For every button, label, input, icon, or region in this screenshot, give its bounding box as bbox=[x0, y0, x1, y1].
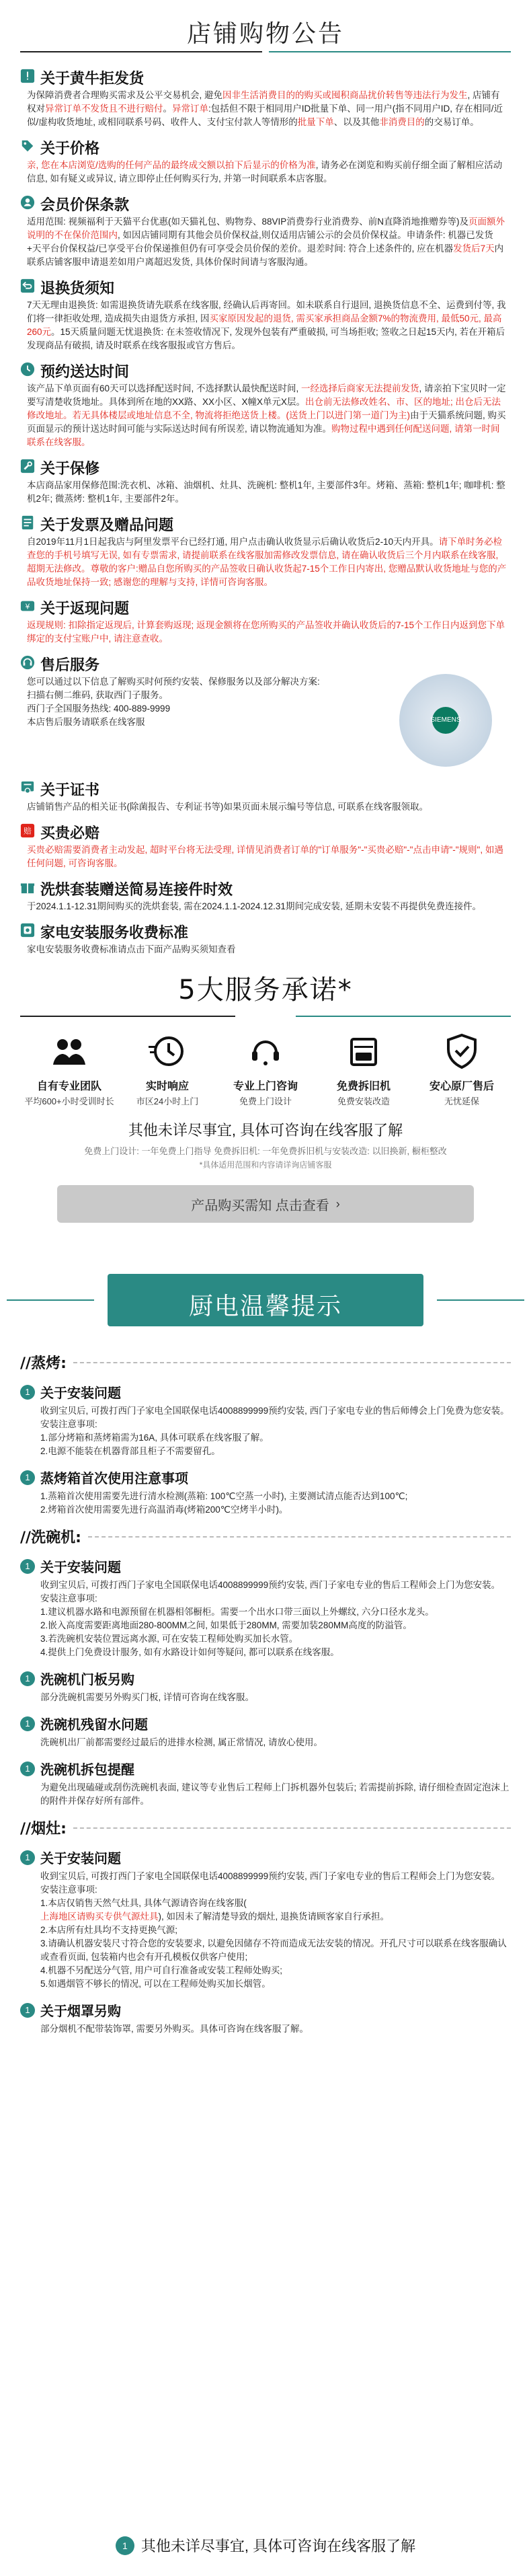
notice-text: 7天无理由退换货: 如需退换货请先联系在线客服, 经确认后再寄回。如未联系自行退回, 退换货信息不全、运费到付等, 我们将一律拒收处理, 造成损失由退货方承担, 因 bbox=[27, 300, 506, 324]
svg-text:赔: 赔 bbox=[24, 826, 32, 836]
notice-body bbox=[20, 382, 511, 449]
notice-body bbox=[20, 89, 511, 129]
purchase-faq-label: 产品购买需知 点击查看 bbox=[191, 1198, 329, 1213]
service-promise-name: 专业上门咨询 bbox=[233, 1081, 298, 1092]
tip-head bbox=[20, 1382, 511, 1402]
tip-head bbox=[20, 2000, 511, 2020]
tip-title: 蒸烤箱首次使用注意事项 bbox=[40, 1470, 188, 1486]
notice-block bbox=[0, 596, 531, 646]
tip-title: 洗碗机拆包提醒 bbox=[40, 1761, 134, 1778]
notice-text: 内联系店铺客服申请退差如用户离超迟发货, 具体价保时间请与客服沟通。 bbox=[27, 243, 504, 267]
notice-head bbox=[20, 136, 511, 159]
notice-block bbox=[0, 778, 531, 814]
tip-category bbox=[20, 1526, 511, 1547]
tip-text: 收到宝贝后, 可拨打西门子家电全国联保电话4008899999预约安装, 西门子家电专业的售后工程师会上门为您安装。 bbox=[40, 1871, 501, 1881]
tip-text: 安装注意事项: bbox=[40, 1885, 97, 1895]
tip-text: ), 如因未了解清楚导致的烟灶, 退换货请顾客家自行承担。 bbox=[158, 1911, 389, 1922]
tip-block bbox=[20, 1714, 511, 1749]
service-promise-section bbox=[0, 969, 531, 1223]
remove-icon bbox=[315, 1032, 413, 1073]
gift-icon bbox=[20, 880, 40, 898]
service-promise-name: 免费拆旧机 bbox=[336, 1081, 391, 1092]
notice-text-highlight: 批量下单 bbox=[297, 117, 334, 127]
kitchen-tips-title: 厨电温馨提示 bbox=[188, 1293, 342, 1320]
tip-category-rule bbox=[88, 1536, 511, 1538]
notice-head bbox=[20, 778, 511, 800]
notice-text: , 如因店铺同期有其他会员价保权益,则仅适用店铺公示的会员价保权益。 bbox=[118, 230, 407, 240]
notice-text: 。 bbox=[51, 327, 60, 337]
purchase-faq-button[interactable] bbox=[57, 1185, 474, 1223]
notice-text-highlight: 页面额外说明的不在保价范围内 bbox=[27, 217, 505, 240]
tip-text: 2.本店所有灶具均不支持更换气源; bbox=[40, 1925, 178, 1935]
service-promise-item bbox=[21, 1032, 118, 1107]
tip-body bbox=[20, 1404, 511, 1458]
tip-body bbox=[20, 1870, 511, 1991]
notice-text: 的交易订单。 bbox=[424, 117, 479, 127]
service-promise-desc: 免费上门设计 bbox=[239, 1096, 292, 1106]
notice-title: 关于价格 bbox=[40, 140, 100, 157]
notice-block bbox=[0, 276, 531, 352]
notice-body bbox=[20, 535, 511, 589]
notice-text: 家电安装服务收费标准请点击下面产品购买须知查看 bbox=[27, 944, 236, 954]
bullet-icon: 1 bbox=[20, 1470, 35, 1485]
service-promise-name: 自有专业团队 bbox=[36, 1081, 101, 1092]
tip-body bbox=[20, 1781, 511, 1808]
notice-text-highlight: 尊敬的客户: bbox=[90, 564, 138, 574]
tip-block bbox=[20, 1556, 511, 1659]
service-line: 本店售后服务请联系在线客服 bbox=[27, 717, 145, 727]
service-promise-name: 实时响应 bbox=[145, 1081, 189, 1092]
notice-text-highlight: 赠品自您所购买的产品签收日确认收货起7-15个工作日内寄出, 您赠品默认收货地址与您的产品收货地址保持一致; 感谢您的理解与支持, 详情可咨询客服。 bbox=[27, 564, 507, 587]
service-row bbox=[27, 675, 507, 771]
notice-body bbox=[20, 800, 511, 814]
tip-title: 关于安装问题 bbox=[40, 1559, 121, 1575]
tip-text: 1.本店仅销售天然气灶具, 具体气源请咨询在线客服( bbox=[40, 1898, 247, 1908]
certificate-icon bbox=[20, 780, 40, 798]
footer-text: 其他未详尽事宜, 具体可咨询在线客服了解 bbox=[140, 2538, 416, 2554]
notice-text-highlight: 因非生活消费目的的购买或囤积商品扰价转售等违法行为发生 bbox=[222, 90, 468, 100]
service-qr-code[interactable] bbox=[395, 670, 496, 771]
service-promise-item bbox=[315, 1032, 413, 1107]
notice-block bbox=[0, 192, 531, 269]
warning-icon bbox=[20, 69, 40, 87]
service-promise-rule bbox=[20, 1011, 511, 1022]
tip-category-rule bbox=[73, 1362, 511, 1363]
notice-head bbox=[20, 359, 511, 382]
tip-text: 2.电源不能装在机器背部且柜子不需要留孔。 bbox=[40, 1446, 220, 1456]
service-promise-desc: 平均600+小时受训时长 bbox=[24, 1096, 114, 1106]
clock-fast-icon bbox=[119, 1032, 216, 1073]
bullet-icon: 1 bbox=[20, 1671, 35, 1686]
service-promise-detail: 免费上门设计: 一年免费上门指导 免费拆旧机: 一年免费拆旧机与安装改造: 以旧换新, 橱柜整改 bbox=[84, 1146, 447, 1156]
tip-block bbox=[20, 1759, 511, 1808]
tip-text: 3.若洗碗机安装位置远离水源, 可在安装工程师处购买加长水管。 bbox=[40, 1634, 298, 1644]
notice-text-highlight: 一经选择后商家无法提前发货 bbox=[301, 383, 419, 393]
notice-text: 该产品下单页面有60天可以选择配送时间, 不选择默认最快配送时间, bbox=[27, 383, 302, 393]
notice-list bbox=[0, 66, 531, 956]
service-promise-desc: 无忧延保 bbox=[444, 1096, 479, 1106]
notice-text: 适用范围: 视频福利于天猫平台优惠(如天猫礼包、购物券、88VIP消费券行业消费券、前N直降消地推赠券等)及 bbox=[27, 217, 469, 227]
notice-text: 于2024.1.1-12.31期间购买的洗烘套装, 需在2024.1.1-2024.12.31期间完成安装, 延期未安装不再提供免费连接件。 bbox=[27, 901, 481, 911]
notice-text-highlight: 请下单时务必检查您的手机号填写无误, 如有专票需求, 请提前联系在线客服加需修改发票信息, 请在确认收货后三个月内联系在线客服, 超期无法修改。 bbox=[27, 537, 503, 574]
notice-text: 退差时间: 符合上述条件的, 应在机器 bbox=[307, 243, 454, 254]
notice-block bbox=[0, 136, 531, 186]
service-promise-list bbox=[20, 1032, 511, 1107]
service-text bbox=[27, 675, 395, 729]
tip-body bbox=[20, 1736, 511, 1749]
tip-category-label: //烟灶: bbox=[20, 1821, 67, 1838]
notice-text: 洗衣机、冰箱、油烟机、灶具、洗碗机: 整机1年, 主要部件3年。 bbox=[120, 480, 376, 490]
notice-text: 本店商品家用保修范围: bbox=[27, 480, 120, 490]
notice-title: 退换货须知 bbox=[40, 280, 115, 297]
tip-text: 2.烤箱首次使用需要先进行高温消毒(烤箱200℃空烤半小时)。 bbox=[40, 1505, 288, 1515]
bullet-icon: 1 bbox=[20, 1850, 35, 1865]
tip-category bbox=[20, 1352, 511, 1373]
tip-block bbox=[20, 1468, 511, 1517]
page-footer bbox=[0, 2535, 531, 2556]
shield-icon bbox=[413, 1032, 511, 1073]
tip-head bbox=[20, 1556, 511, 1576]
notice-text: 。 bbox=[163, 104, 172, 114]
tip-category-label: //洗碗机: bbox=[20, 1529, 81, 1546]
tip-text: 部分洗碗机需要另外购买门板, 详情可咨询在线客服。 bbox=[40, 1692, 255, 1702]
notice-title: 家电安装服务收费标准 bbox=[40, 924, 189, 942]
page-header bbox=[0, 0, 531, 59]
tip-title: 关于安装问题 bbox=[40, 1385, 121, 1401]
bullet-icon: 1 bbox=[20, 2003, 35, 2018]
wrench-icon bbox=[20, 459, 40, 477]
page-title: 店铺购物公告 bbox=[186, 20, 344, 48]
tip-block bbox=[20, 1382, 511, 1458]
notice-body bbox=[20, 843, 511, 870]
service-promise-title: 5大服务承诺* bbox=[178, 975, 353, 1006]
header-rule-left bbox=[20, 51, 262, 52]
notice-text-highlight: 非消费目的 bbox=[379, 117, 425, 127]
notice-title: 洗烘套装赠送简易连接件时效 bbox=[40, 881, 233, 899]
bullet-icon: 1 bbox=[20, 1385, 35, 1400]
service-line: 扫描右侧二维码, 获取西门子服务。 bbox=[27, 690, 169, 700]
notice-head bbox=[20, 276, 511, 299]
tip-category-rule bbox=[73, 1827, 511, 1829]
tip-block bbox=[20, 1669, 511, 1704]
bullet-icon: 1 bbox=[20, 1559, 35, 1574]
tip-body bbox=[20, 1490, 511, 1517]
notice-title: 售后服务 bbox=[40, 656, 100, 674]
notice-body bbox=[20, 943, 511, 956]
tip-text: 4.机器不另配送分气管, 用户可自行准备或安装工程师处购买; bbox=[40, 1965, 283, 1975]
kitchen-tips-list bbox=[0, 1352, 531, 2036]
notice-text-highlight: 购物过程中遇到任何配送问题, 请第一时间联系在线客服。 bbox=[27, 424, 500, 447]
notice-head bbox=[20, 877, 511, 900]
notice-text-highlight: 出仓前无法修改姓名、市、区的地址; 出仓后无法修改地址。若无具体楼层或地址信息不全, 物流将拒绝送货上楼。(送货上门以进门第一道门为主) bbox=[27, 397, 501, 420]
notice-text-highlight: 买家原因发起的退货, 需买家承担商品金额7%的物流费用, 最低50元, 最高260元 bbox=[27, 313, 502, 337]
notice-text: 为保障消费者合理购买需求及公平交易机会, 避免 bbox=[27, 90, 223, 100]
kitchen-tips-banner bbox=[0, 1255, 531, 1342]
team-icon bbox=[21, 1032, 118, 1073]
notice-block bbox=[0, 456, 531, 506]
service-line: 西门子全国服务热线: 400-889-9999 bbox=[27, 704, 171, 714]
notice-body bbox=[20, 900, 511, 913]
tip-text: 5.如遇烟管不够长的情况, 可以在工程师处购买加长烟管。 bbox=[40, 1979, 271, 1989]
tip-text: 1.蒸箱首次使用需要先进行清水检测(蒸箱: 100℃空蒸一小时), 主要测试清点能否达到100℃; bbox=[40, 1491, 408, 1501]
header-rule-right bbox=[269, 51, 511, 52]
tip-text: 洗碗机出厂前都需要经过最后的进排水检测, 属正常情况, 请放心使用。 bbox=[40, 1737, 323, 1747]
notice-text: , 请务必在浏览和购买前仔细全面了解相应活动信息, 如有疑义或异议, 请立即停止任何购买行为, 并第一时间联系本店客服。 bbox=[27, 160, 503, 184]
notice-title: 买贵必赔 bbox=[40, 825, 100, 842]
notice-title: 关于发票及赠品问题 bbox=[40, 517, 174, 534]
notice-block bbox=[0, 652, 531, 771]
tip-text: 2.嵌入高度需要距离地面280-800MM之间, 如果低于280MM, 需要加装280MM高度的防溢管。 bbox=[40, 1620, 412, 1630]
tip-text: 1.建议机器水路和电源预留在机器相邻橱柜。需要一个出水口带三面以上外螺纹, 六分口径水龙头。 bbox=[40, 1607, 434, 1617]
tip-body bbox=[20, 2022, 511, 2036]
tip-text: 部分烟机不配带装饰罩, 需要另外购买。具体可咨询在线客服了解。 bbox=[40, 2024, 309, 2034]
tip-head bbox=[20, 1759, 511, 1778]
invoice-icon bbox=[20, 515, 40, 533]
bullet-icon: 1 bbox=[116, 2536, 134, 2555]
tip-head bbox=[20, 1468, 511, 1487]
notice-text: :包括但不限于相同用户ID批量下单、同一用户(指不同用户ID, 存在相同/近似/虚构收货地址, 或相同联系号码、收件人、支付宝付款人等情形的 bbox=[27, 104, 503, 127]
notice-text-highlight: 返现规则: 扣除指定返现后, 计算套购返现; 返现金额将在您所购买的产品签收并确认收货后的7-15个工作日内返到您下单绑定的支付宝账户中, 请注意查收。 bbox=[27, 620, 505, 644]
notice-block bbox=[0, 359, 531, 449]
tip-head bbox=[20, 1848, 511, 1867]
tip-body bbox=[20, 1691, 511, 1704]
notice-text-highlight: 发货后7天 bbox=[453, 243, 495, 254]
notice-block bbox=[0, 877, 531, 913]
notice-text: 申请条件: 机器已发货+天平台价保权益/已享受平台价保递推但仍有可享受会员价保的差价。 bbox=[27, 230, 493, 254]
cashback-icon bbox=[20, 599, 40, 617]
notice-text: 、以及其他 bbox=[333, 117, 380, 127]
tip-block bbox=[20, 1848, 511, 1991]
tip-body bbox=[20, 1579, 511, 1659]
bullet-icon: 1 bbox=[20, 1761, 35, 1776]
tip-text-highlight: 上海地区请购买专供气源灶具 bbox=[40, 1911, 159, 1922]
tip-text: 1.部分烤箱和蒸烤箱需为16A, 具体可联系在线客服了解。 bbox=[40, 1433, 269, 1443]
tip-title: 关于烟罩另购 bbox=[40, 2003, 121, 2019]
notice-title: 关于证书 bbox=[40, 782, 100, 799]
notice-body bbox=[20, 619, 511, 646]
notice-head bbox=[20, 513, 511, 535]
tip-text: 3.请确认机器安装尺寸符合您的安装要求, 以避免因储存不符而造成无法安装的情况。开孔尺寸可以联系在线客服确认或查看页面, 包装箱内也会有开孔模板仅供客户使用; bbox=[40, 1938, 507, 1962]
tip-text: 收到宝贝后, 可拨打西门子家电全国联保电话4008899999预约安装, 西门子家电专业的售后工程师会上门为您安装。 bbox=[40, 1580, 501, 1590]
notice-body bbox=[20, 299, 511, 352]
notice-title: 关于保修 bbox=[40, 460, 100, 478]
notice-block bbox=[0, 821, 531, 870]
tip-text: 为避免出现磕碰或刮伤洗碗机表面, 建议等专业售后工程师上门拆机器外包装后; 若需提前拆除, 请仔细检查固定泡沫上的附件并保存好所有部件。 bbox=[40, 1782, 509, 1806]
compensate-icon bbox=[20, 823, 40, 841]
siemens-logo: SIEMENS bbox=[432, 707, 459, 734]
install-icon bbox=[20, 923, 40, 941]
notice-head bbox=[20, 66, 511, 89]
notice-text: 15天质量问题无忧退换货: 在未签收情况下, 发现外包装有严重破损, 可当场拒收; 签收之日起15天内, 若在开箱后发现商品有破损, 请及时联系在线客服报或官方售后。 bbox=[27, 327, 505, 350]
notice-text: 由于天猫系统问题, 购买页面显示的预计送达时间可能与实际送达时间有所误差, 请以物流通知为准。 bbox=[27, 410, 506, 434]
notice-body bbox=[20, 159, 511, 186]
service-line: 您可以通过以下信息了解购买时何预约安装、保修服务以及部分解决方案: bbox=[27, 677, 320, 687]
notice-text-highlight: 亲, 您在本店浏览/选购的任何产品的最终成交额以拍下后显示的价格为准 bbox=[27, 160, 316, 170]
notice-block bbox=[0, 66, 531, 129]
notice-head bbox=[20, 456, 511, 479]
service-promise-item bbox=[217, 1032, 315, 1107]
notice-text: 自2019年11月1日起我店与阿里发票平台已经打通, 用户点击确认收货显示后确认收货后2-10天内开具。 bbox=[27, 537, 439, 547]
notice-body bbox=[20, 215, 511, 269]
tip-head bbox=[20, 1714, 511, 1733]
notice-head bbox=[20, 821, 511, 843]
notice-head bbox=[20, 920, 511, 943]
tip-text: 安装注意事项: bbox=[40, 1593, 97, 1603]
service-promise-foot bbox=[0, 1119, 531, 1170]
consult-icon bbox=[217, 1032, 315, 1073]
notice-block bbox=[0, 513, 531, 589]
tip-head bbox=[20, 1669, 511, 1688]
notice-text-highlight: 异常订单不发货且不进行赔付 bbox=[45, 104, 163, 114]
clock-icon bbox=[20, 362, 40, 380]
chevron-right-icon: › bbox=[335, 1197, 340, 1211]
notice-text: , 店铺有权对 bbox=[27, 90, 500, 114]
notice-body bbox=[20, 479, 511, 506]
tag-icon bbox=[20, 139, 40, 157]
service-promise-desc: 免费安装改造 bbox=[337, 1096, 390, 1106]
notice-head bbox=[20, 192, 511, 215]
tip-text: 4.提供上门免费设计服务, 如有水路设计如何等疑问, 都可以联系在线客服。 bbox=[40, 1647, 339, 1657]
notice-title: 关于返现问题 bbox=[40, 600, 130, 617]
notice-title: 预约送达时间 bbox=[40, 363, 130, 381]
notice-title: 会员价保条款 bbox=[40, 196, 130, 214]
service-promise-desc: 市区24小时上门 bbox=[136, 1096, 199, 1106]
tip-block bbox=[20, 2000, 511, 2036]
tip-title: 关于安装问题 bbox=[40, 1850, 121, 1866]
notice-text: , 请亲拍下宝贝时一定要写清楚收货地址。具体到所在地的XX路、XX小区、X幢X单元X层。 bbox=[27, 383, 506, 407]
tip-category-label: //蒸烤: bbox=[20, 1355, 67, 1372]
notice-head bbox=[20, 596, 511, 619]
tip-category bbox=[20, 1817, 511, 1838]
tip-text: 收到宝贝后, 可拨打西门子家电全国联保电话4008899999预约安装, 西门子家电专业的售后师傅会上门免费为您安装。 bbox=[40, 1406, 509, 1416]
notice-block bbox=[0, 920, 531, 956]
service-promise-more: 其他未详尽事宜, 具体可咨询在线客服了解 bbox=[128, 1122, 403, 1139]
member-icon bbox=[20, 195, 40, 213]
return-icon bbox=[20, 278, 40, 297]
notice-text: 烤箱、蒸箱: 整机1年; 咖啡机: 整机2年; 微蒸烤: 整机1年, 主要部件2年。 bbox=[27, 480, 505, 504]
tip-title: 洗碗机门板另购 bbox=[40, 1671, 134, 1688]
service-promise-name: 安心原厂售后 bbox=[429, 1081, 494, 1092]
service-promise-item bbox=[413, 1032, 511, 1107]
notice-title: 关于黄牛拒发货 bbox=[40, 70, 145, 87]
service-icon bbox=[20, 655, 40, 673]
tip-text: 安装注意事项: bbox=[40, 1419, 97, 1429]
service-promise-note: *具体适用范围和内容请详询店铺客服 bbox=[199, 1160, 332, 1170]
notice-text-highlight: 异常订单 bbox=[172, 104, 208, 114]
notice-body bbox=[20, 675, 511, 771]
notice-text-highlight: 买贵必赔需要消费者主动发起, 超时平台将无法受理, 详情见消费者订单的"订单服务"-"买贵必赔"-"点击申请"-"规则", 如遇任何问题, 可咨询客服。 bbox=[27, 845, 503, 868]
svg-text:¥: ¥ bbox=[25, 602, 30, 611]
service-promise-item bbox=[119, 1032, 216, 1107]
bullet-icon: 1 bbox=[20, 1716, 35, 1731]
tip-title: 洗碗机残留水问题 bbox=[40, 1716, 148, 1733]
notice-text: 店铺销售产品的相关证书(除菌报告、专利证书等)如果页面未展示编号等信息, 可联系在线客服领取。 bbox=[27, 802, 428, 812]
